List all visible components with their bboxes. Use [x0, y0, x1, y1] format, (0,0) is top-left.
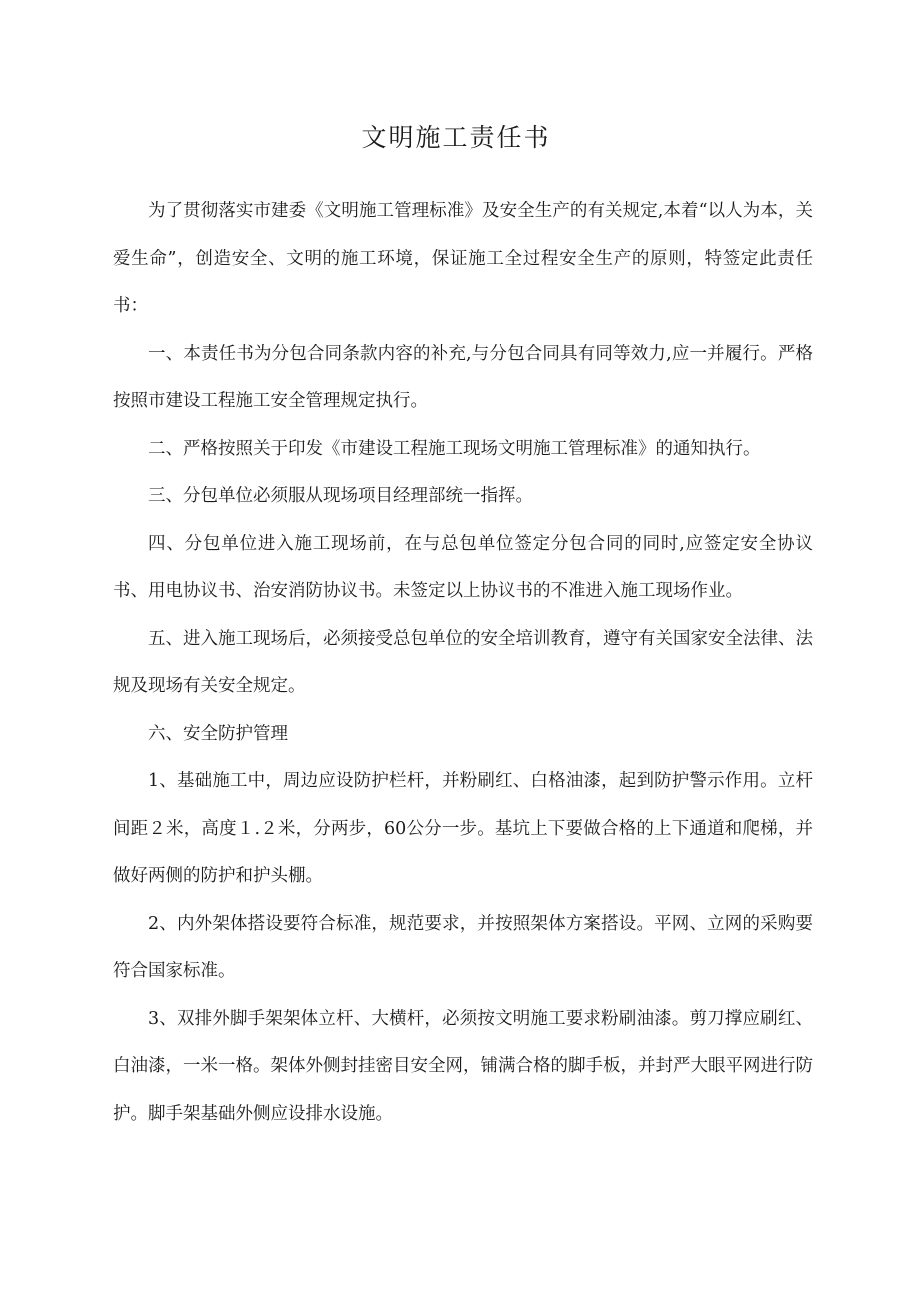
paragraph-clause-2: 二、严格按照关于印发《市建设工程施工现场文明施工管理标准》的通知执行。 — [148, 438, 761, 459]
paragraph-item-1: 1、基础施工中，周边应设防护栏杆，并粉刷红、白格油漆，起到防护警示作用。立杆间距２米，高度１.２米，分两步，60公分一步。基坑上下要做合格的上下通道和爬梯，并做好两侧的防护和护头棚。 — [113, 771, 813, 886]
paragraph-item-2: 2、内外架体搭设要符合标准，规范要求，并按照架体方案搭设。平网、立网的采购要符合国家标准。 — [113, 913, 813, 981]
paragraph-clause-5: 五、进入施工现场后，必须接受总包单位的安全培训教育，遵守有关国家安全法律、法规及现场有关安全规定。 — [113, 628, 813, 696]
document-body — [113, 188, 813, 1138]
paragraph-clause-3: 三、分包单位必须服从现场项目经理部统一指挥。 — [148, 486, 533, 506]
paragraph-clause-4: 四、分包单位进入施工现场前，在与总包单位签定分包合同的同时,应签定安全协议书、用电协议书、治安消防协议书。未签定以上协议书的不准进入施工现场作业。 — [113, 533, 813, 601]
paragraph-preamble: 为了贯彻落实市建委《文明施工管理标准》及安全生产的有关规定,本着“以人为本，关爱生命”，创造安全、文明的施工环境，保证施工全过程安全生产的原则，特签定此责任书： — [113, 201, 813, 316]
document-title: 文明施工责任书 — [361, 123, 551, 152]
paragraph-clause-6-heading: 六、安全防护管理 — [148, 723, 288, 744]
paragraph-clause-1: 一、本责任书为分包合同条款内容的补充,与分包合同具有同等效力,应一并履行。严格按照市建设工程施工安全管理规定执行。 — [113, 343, 813, 411]
paragraph-item-3: 3、双排外脚手架架体立杆、大横杆，必须按文明施工要求粉刷油漆。剪刀撑应刷红、白油漆，一米一格。架体外侧封挂密目安全网，铺满合格的脚手板，并封严大眼平网进行防护。脚手架基础外侧应设排水设施。 — [113, 1008, 813, 1124]
